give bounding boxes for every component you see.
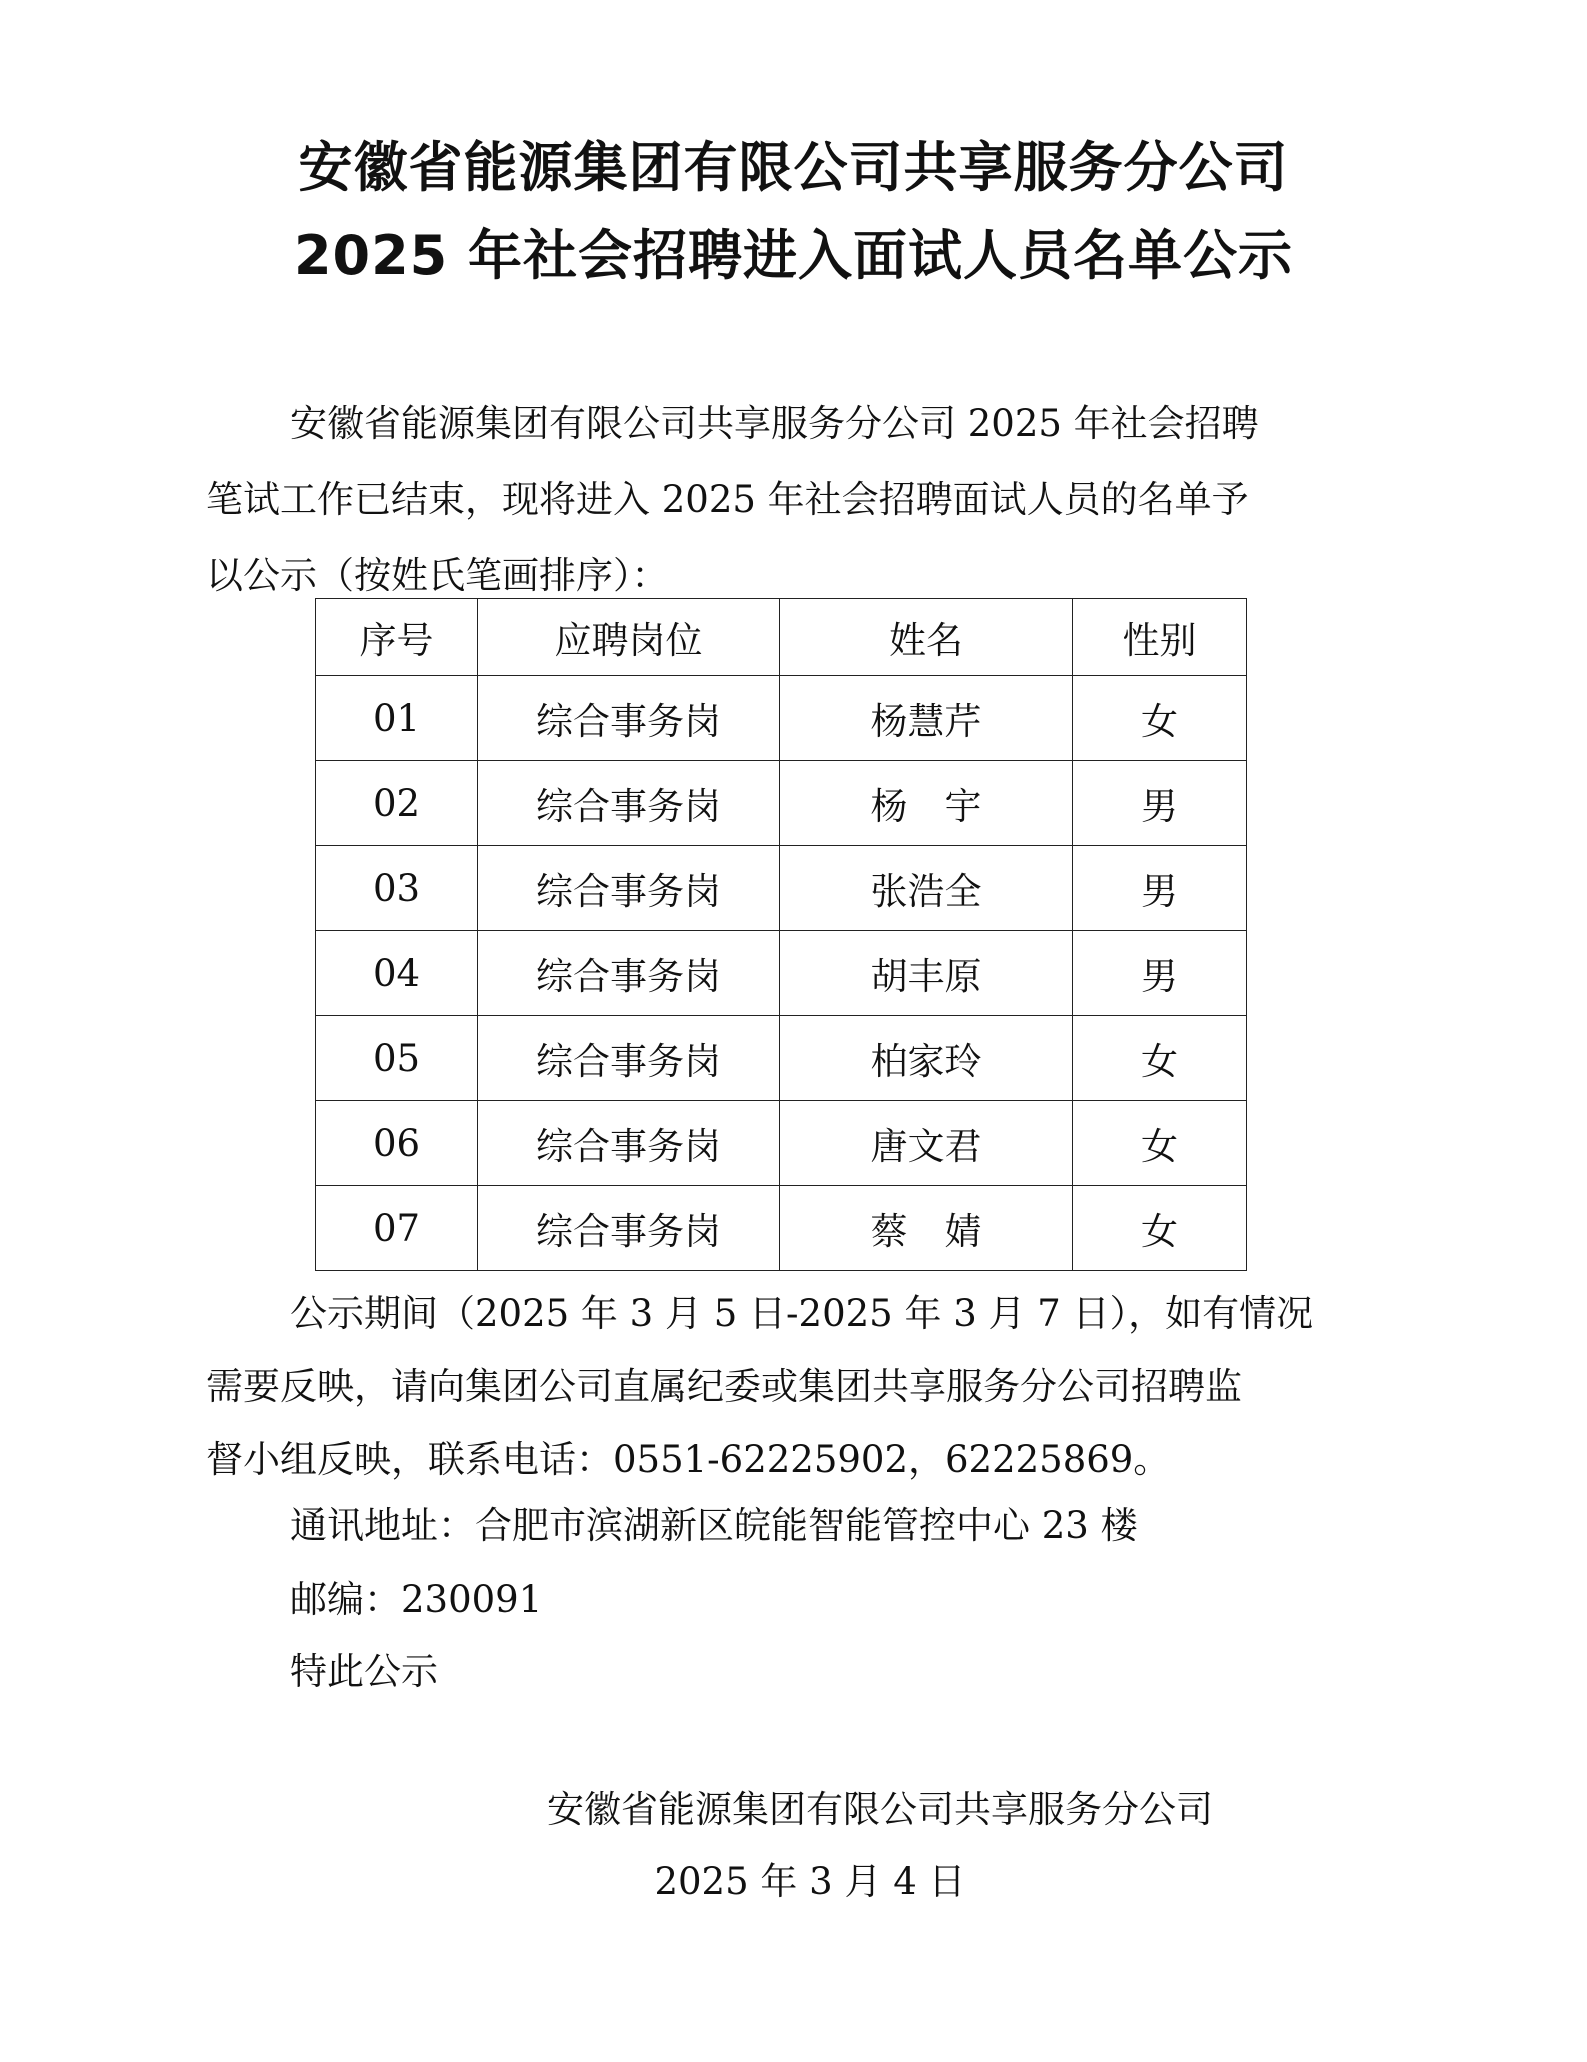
cell-position: 综合事务岗 <box>478 846 780 931</box>
header-position: 应聘岗位 <box>478 599 780 676</box>
postcode: 邮编：230091 <box>290 1578 543 1621</box>
cell-gender: 女 <box>1073 1101 1247 1186</box>
cell-number: 04 <box>316 931 478 1016</box>
cell-number: 07 <box>316 1186 478 1271</box>
table-row <box>316 761 1247 846</box>
cell-name: 张浩全 <box>780 846 1073 931</box>
document-title-line-1: 安徽省能源集团有限公司共享服务分公司 <box>298 136 1289 199</box>
header-gender: 性别 <box>1073 599 1247 676</box>
cell-name: 唐文君 <box>780 1101 1073 1186</box>
intro-paragraph <box>206 402 1371 630</box>
intro-line: 笔试工作已结束，现将进入 2025 年社会招聘面试人员的名单予 <box>206 478 1249 521</box>
notice-line: 督小组反映，联系电话：0551-62225902，62225869。 <box>206 1438 1171 1481</box>
notice-line: 公示期间（2025 年 3 月 5 日-2025 年 3 月 7 日），如有情况 <box>290 1292 1314 1335</box>
document-title-line-2: 2025 年社会招聘进入面试人员名单公示 <box>293 224 1294 287</box>
cell-gender: 女 <box>1073 1186 1247 1271</box>
contact-address: 通讯地址：合肥市滨湖新区皖能智能管控中心 23 楼 <box>290 1504 1138 1547</box>
cell-position: 综合事务岗 <box>478 1186 780 1271</box>
header-name: 姓名 <box>780 599 1073 676</box>
cell-number: 03 <box>316 846 478 931</box>
intro-line: 安徽省能源集团有限公司共享服务分公司 2025 年社会招聘 <box>290 402 1259 445</box>
table-header-row <box>316 599 1247 676</box>
signature-organization: 安徽省能源集团有限公司共享服务分公司 <box>547 1788 1213 1831</box>
candidate-table <box>315 598 1247 1271</box>
cell-position: 综合事务岗 <box>478 1101 780 1186</box>
cell-gender: 女 <box>1073 676 1247 761</box>
cell-gender: 男 <box>1073 931 1247 1016</box>
header-number: 序号 <box>316 599 478 676</box>
cell-position: 综合事务岗 <box>478 931 780 1016</box>
cell-number: 01 <box>316 676 478 761</box>
cell-number: 06 <box>316 1101 478 1186</box>
cell-name: 胡丰原 <box>780 931 1073 1016</box>
cell-number: 05 <box>316 1016 478 1101</box>
table-row <box>316 1186 1247 1271</box>
cell-position: 综合事务岗 <box>478 1016 780 1101</box>
cell-name: 柏家玲 <box>780 1016 1073 1101</box>
cell-name: 杨 宇 <box>780 761 1073 846</box>
cell-number: 02 <box>316 761 478 846</box>
closing-remark: 特此公示 <box>290 1650 438 1693</box>
cell-name: 杨慧芹 <box>780 676 1073 761</box>
cell-position: 综合事务岗 <box>478 676 780 761</box>
signature-date: 2025 年 3 月 4 日 <box>654 1860 966 1903</box>
cell-gender: 男 <box>1073 761 1247 846</box>
cell-name: 蔡 婧 <box>780 1186 1073 1271</box>
notice-paragraph <box>206 1292 1371 1511</box>
cell-gender: 女 <box>1073 1016 1247 1101</box>
cell-gender: 男 <box>1073 846 1247 931</box>
cell-position: 综合事务岗 <box>478 761 780 846</box>
table-row <box>316 931 1247 1016</box>
table-row <box>316 676 1247 761</box>
table-row <box>316 1101 1247 1186</box>
table-row <box>316 846 1247 931</box>
notice-line: 需要反映，请向集团公司直属纪委或集团共享服务分公司招聘监 <box>206 1365 1242 1408</box>
intro-line: 以公示（按姓氏笔画排序）： <box>206 554 669 597</box>
table-row <box>316 1016 1247 1101</box>
